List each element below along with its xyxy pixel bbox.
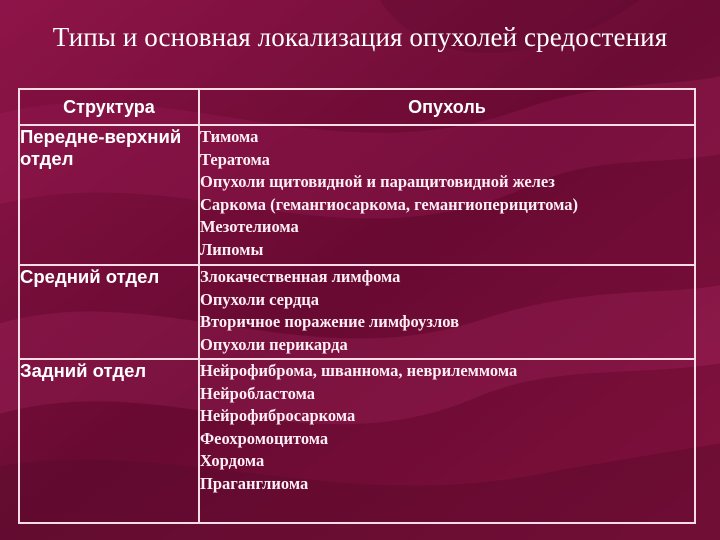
table-header-row — [19, 89, 695, 125]
tumor-item: Тератома — [200, 149, 270, 169]
region-middle: Средний отдел — [19, 265, 199, 359]
tumor-item: Нейрофибросаркома — [200, 406, 356, 425]
table-row — [19, 265, 695, 359]
tumor-item: Опухоли перикарда — [200, 334, 348, 354]
tumor-item: Праганглиома — [200, 473, 309, 493]
tumor-item: Нейробластома — [200, 383, 315, 403]
tumor-item: Мезотелиома — [200, 217, 299, 236]
tumor-localization-table — [18, 88, 696, 524]
region-anterior-superior: Передне-верхний отдел — [19, 125, 199, 265]
region-posterior: Задний отдел — [19, 359, 199, 523]
table-row — [19, 359, 695, 523]
tumor-item: Опухоли сердца — [200, 289, 320, 309]
tumor-item: Феохромоцитома — [200, 428, 329, 448]
tumor-item: Нейрофиброма, шваннома, неврилеммома — [200, 361, 518, 380]
tumor-item: Злокачественная лимфома — [200, 267, 401, 286]
header-structure: Структура — [19, 89, 199, 125]
tumor-item: Вторичное поражение лимфоузлов — [200, 312, 459, 331]
tumor-item: Хордома — [200, 451, 265, 470]
tumor-list-posterior — [199, 359, 695, 523]
table-row — [19, 125, 695, 265]
tumor-item: Опухоли щитовидной и паращитовидной желез — [200, 172, 555, 191]
tumor-item: Саркома (гемангиосаркома, гемангиоперицитома) — [200, 194, 579, 214]
tumor-list-anterior-superior — [199, 125, 695, 265]
tumor-item: Тимома — [200, 127, 259, 146]
tumor-item: Липомы — [200, 239, 264, 259]
header-tumor: Опухоль — [199, 89, 695, 125]
tumor-list-middle — [199, 265, 695, 359]
slide-title: Типы и основная локализация опухолей средостения — [52, 22, 668, 52]
